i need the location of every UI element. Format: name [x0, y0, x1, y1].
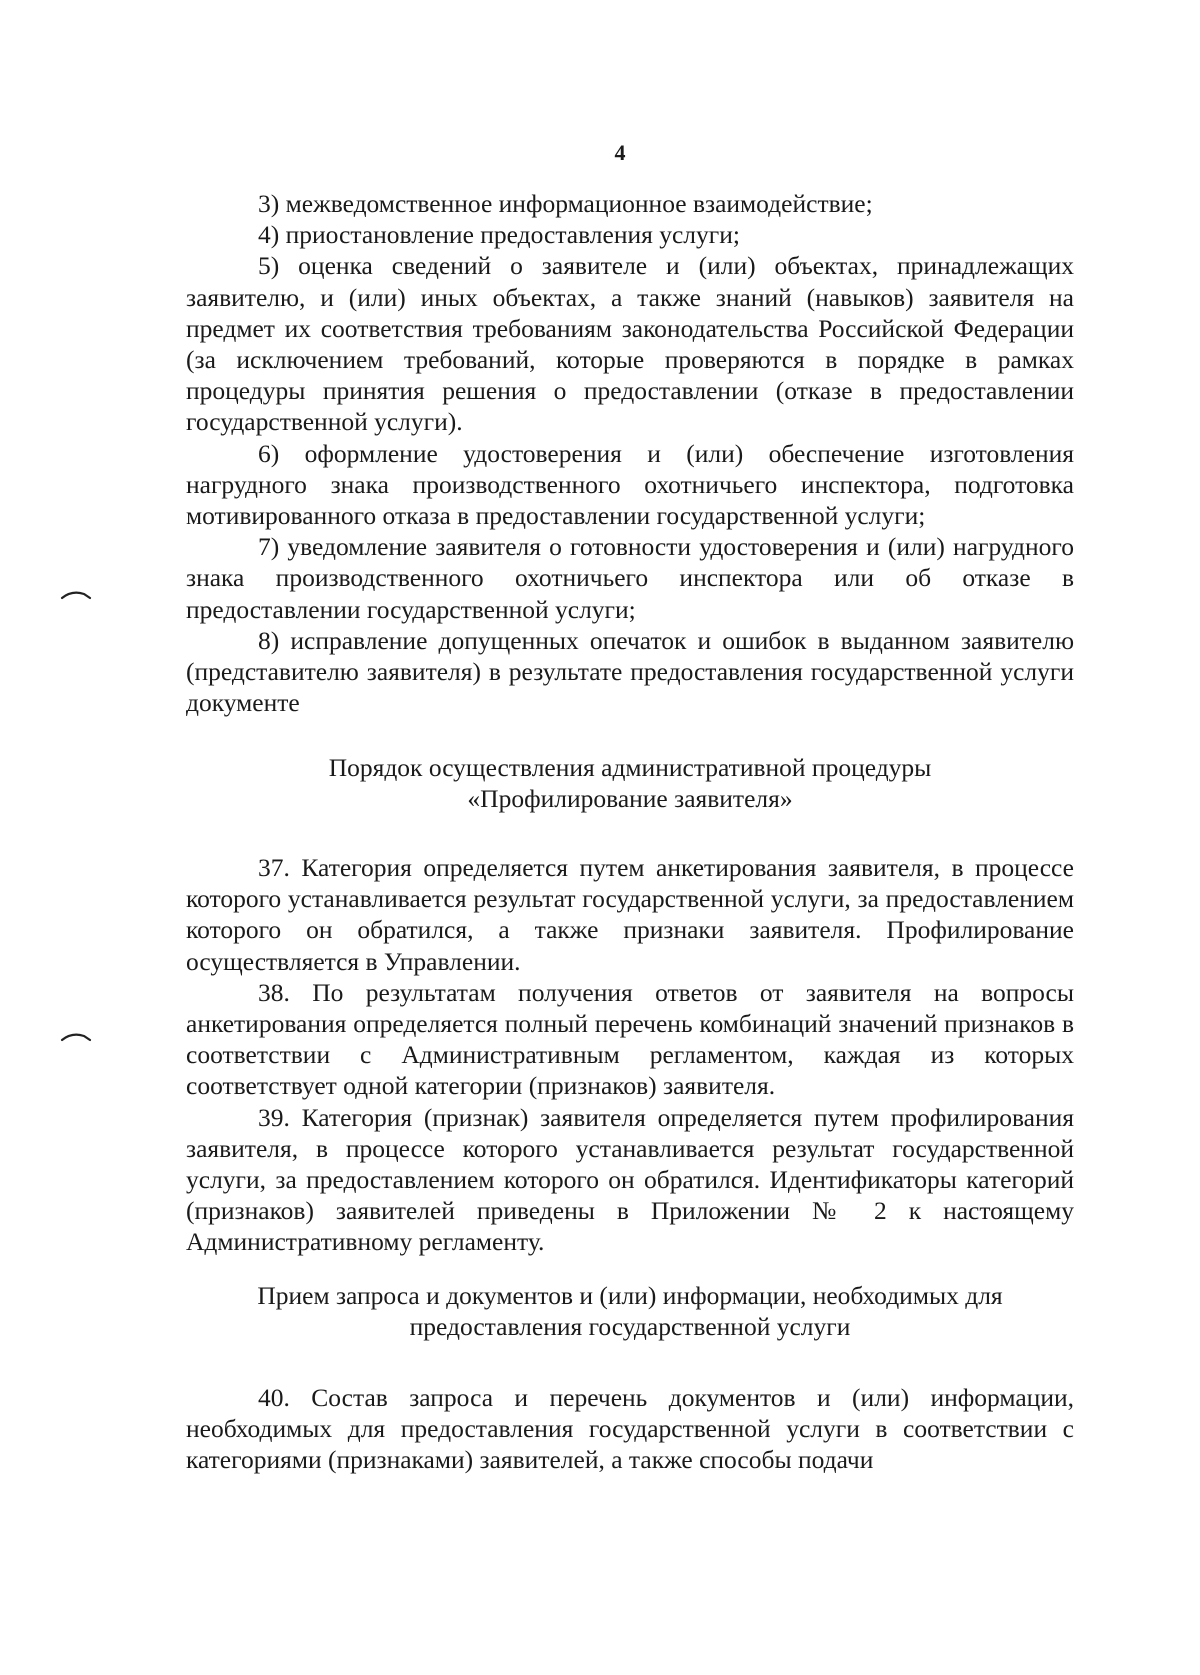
- section-body-profiling: [186, 852, 1074, 1258]
- section-heading-request: [186, 1280, 1074, 1342]
- numbered-paragraph: 37. Категория определяется путем анкетирования заявителя, в процессе которого устанавливается результат государственной услуги, за предоставлением которого он обратился, а также признаки заявителя. Профилирование осуществляется в Управлении.: [186, 853, 1074, 976]
- numbered-paragraph: 38. По результатам получения ответов от заявителя на вопросы анкетирования определяется полный перечень комбинаций значений признаков в соответствии с Административным регламентом, каждая из которых соответствует одной категории (признаков) заявителя.: [186, 977, 1074, 1101]
- list-item: 7) уведомление заявителя о готовности удостоверения и (или) нагрудного знака производственного охотничьего инспектора или об отказе в предоставлении государственной услуги;: [186, 532, 1074, 624]
- section-heading-profiling: [186, 752, 1074, 814]
- numbered-paragraph: 39. Категория (признак) заявителя определяется путем профилирования заявителя, в процессе которого устанавливается результат государственной услуги, за предоставлением которого он обратился. Идентификаторы категорий (признаков) заявителей приведены в Приложении № 2 к настоящему Административному регламенту.: [186, 1102, 1074, 1257]
- section-body-request: [186, 1382, 1074, 1476]
- section-heading-line: Прием запроса и документов и (или) информации, необходимых для: [257, 1281, 1003, 1310]
- list-item: 4) приостановление предоставления услуги;: [258, 220, 740, 250]
- list-item: 5) оценка сведений о заявителе и (или) объектах, принадлежащих заявителю, и (или) иных объектах, а также знаний (навыков) заявителя на предмет их соответствия требованиям законодательства Российской Федерации (за исключением требований, которые проверяются в порядке в рамках процедуры принятия решения о предоставлении (отказе в предоставлении государственной услуги).: [186, 251, 1074, 437]
- scan-margin-mark: [60, 588, 94, 602]
- section-heading-line: «Профилирование заявителя»: [467, 784, 793, 814]
- numbered-paragraph: 40. Состав запроса и перечень документов и (или) информации, необходимых для предоставления государственной услуги в соответствии с категориями (признаками) заявителей, а также способы подачи: [186, 1383, 1074, 1475]
- scan-margin-mark: [60, 1030, 94, 1044]
- section-heading-line: Порядок осуществления административной процедуры: [328, 753, 932, 782]
- list-item: 6) оформление удостоверения и (или) обеспечение изготовления нагрудного знака производственного охотничьего инспектора, подготовка мотивированного отказа в предоставлении государственной услуги;: [186, 438, 1074, 531]
- list-item: 8) исправление допущенных опечаток и ошибок в выданном заявителю (представителю заявителя) в результате предоставления государственной услуги документе: [186, 625, 1074, 718]
- procedure-list: [186, 188, 1074, 718]
- section-heading-line: предоставления государственной услуги: [409, 1312, 851, 1342]
- list-item: 3) межведомственное информационное взаимодействие;: [258, 189, 873, 218]
- page-number: 4: [614, 140, 626, 165]
